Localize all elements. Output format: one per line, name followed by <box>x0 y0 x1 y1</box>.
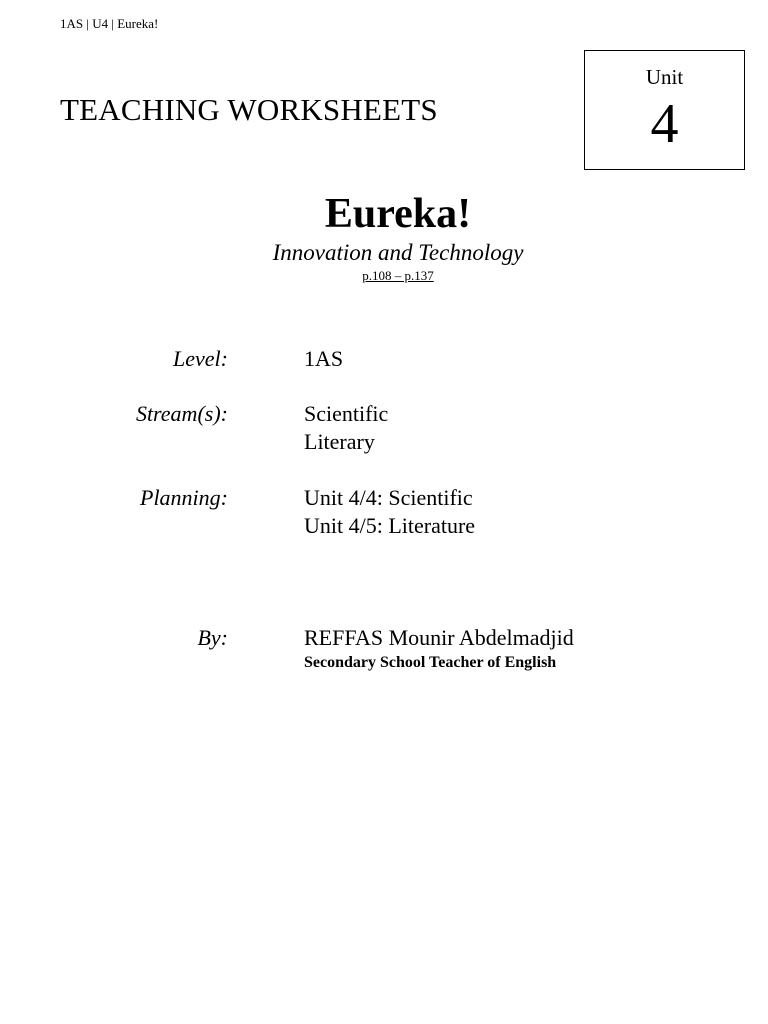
level-label: Level: <box>173 346 228 371</box>
author-role: Secondary School Teacher of English <box>304 654 557 671</box>
unit-number: 4 <box>650 93 679 155</box>
unit-label: Unit <box>645 65 684 89</box>
streams-label: Stream(s): <box>135 401 228 426</box>
document-title: TEACHING WORKSHEETS <box>60 92 438 127</box>
streams-value-2: Literary <box>304 429 375 454</box>
author-name: REFFAS Mounir Abdelmadjid <box>304 625 574 650</box>
planning-value-1: Unit 4/4: Scientific <box>304 485 473 510</box>
page-range: p.108 – p.137 <box>362 268 434 283</box>
planning-label: Planning: <box>140 485 228 510</box>
subtitle: Innovation and Technology <box>272 240 524 265</box>
running-header: 1AS | U4 | Eureka! <box>60 16 159 31</box>
main-title: Eureka! <box>324 191 472 237</box>
author-label: By: <box>197 625 228 650</box>
unit-box <box>584 50 745 170</box>
planning-value-2: Unit 4/5: Literature <box>304 513 476 538</box>
level-value: 1AS <box>304 346 344 371</box>
streams-value-1: Scientific <box>304 401 389 426</box>
